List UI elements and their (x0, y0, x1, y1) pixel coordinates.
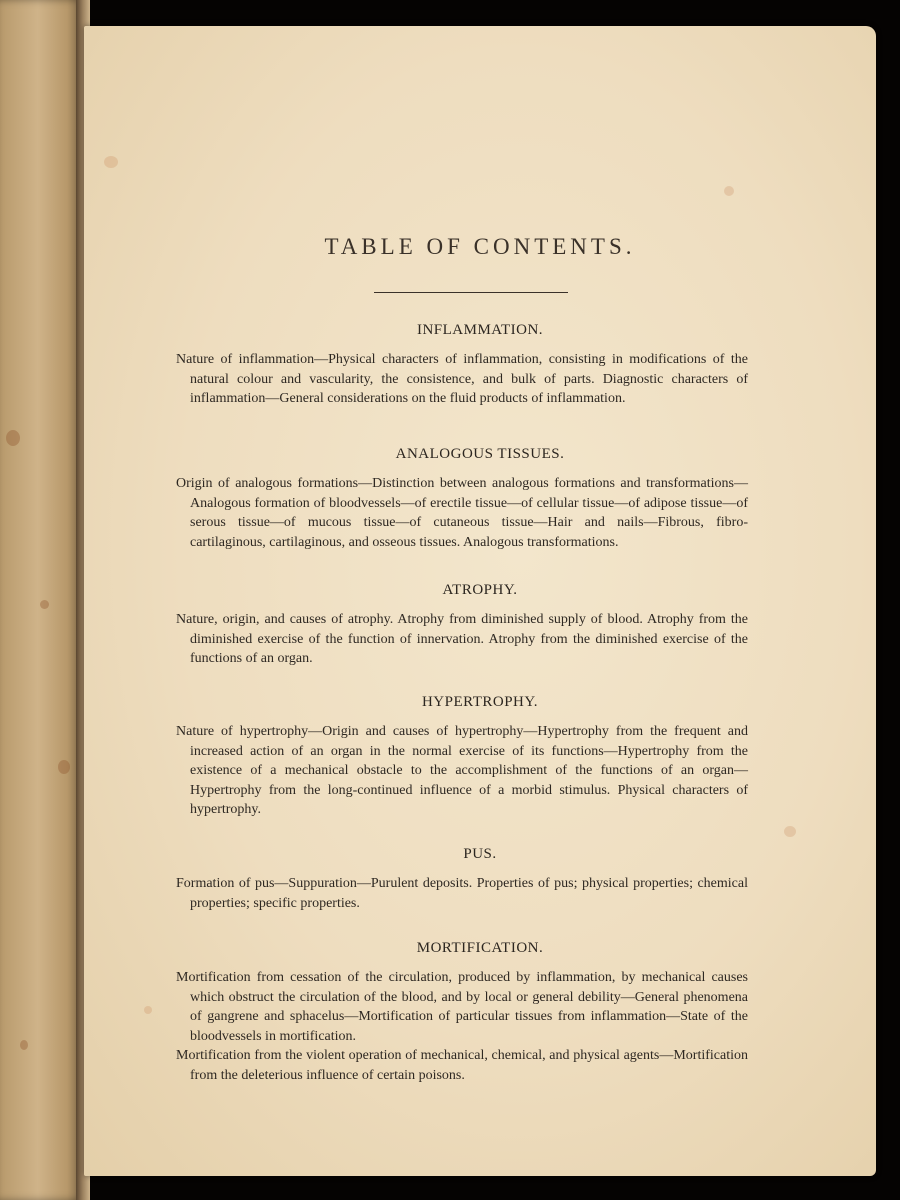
facing-page-edge (0, 0, 84, 1200)
section-paragraph: Nature of hypertrophy—Origin and causes of hypertrophy—Hypertrophy from the frequent and increased action of an organ in the normal exercise of its functions—Hypertrophy from the existence of a mechanical obstacle to the accomplishment of the functions of an organ—Hypertrophy from the long-continued influence of a morbid stimulus. Physical characters of hypertrophy. (176, 724, 748, 817)
stain-mark (58, 760, 70, 774)
section-heading: HYPERTROPHY. (421, 694, 539, 710)
foxing-spot (784, 826, 796, 837)
stain-mark (6, 430, 20, 446)
section-heading: ANALOGOUS TISSUES. (395, 446, 565, 462)
stain-mark (40, 600, 49, 609)
section-paragraph: Nature of inflammation—Physical characters of inflammation, consisting in modifications of the natural colour and vascularity, the consistence, and bulk of parts. Diagnostic characters of inflammation—General considerations on the fluid products of inflammation. (176, 352, 748, 406)
contents-page (84, 26, 876, 1176)
section-heading: INFLAMMATION. (416, 322, 544, 338)
foxing-spot (144, 1006, 152, 1014)
section-paragraph: Origin of analogous formations—Distinction between analogous formations and transformations—Analogous formation of bloodvessels—of erectile tissue—of cellular tissue—of adipose tissue—of serous tissue—of mucous tissue—of cutaneous tissue—Hair and nails—Fibrous, fibro-cartilaginous, cartilaginous, and osseous tissues. Analogous transformations. (176, 476, 748, 550)
section-heading: ATROPHY. (442, 582, 518, 598)
section-heading: PUS. (463, 846, 497, 862)
title-rule (374, 292, 568, 293)
section-paragraph: Mortification from cessation of the circulation, produced by inflammation, by mechanical causes which obstruct the circulation of the blood, and by local or general debility—General phenomena of gangrene and sphacelus—Mortification of particular tissues from inflammation—State of the bloodvessels in mortification. (176, 970, 748, 1044)
foxing-spot (104, 156, 118, 168)
foxing-spot (724, 186, 734, 196)
page-title: TABLE OF CONTENTS. (324, 234, 636, 259)
section-paragraph: Nature, origin, and causes of atrophy. Atrophy from diminished supply of blood. Atrophy from the diminished exercise of the function of innervation. Atrophy from the diminished exercise of the functions of an organ. (176, 612, 748, 666)
section-heading: MORTIFICATION. (416, 940, 544, 956)
section-paragraph: Formation of pus—Suppuration—Purulent deposits. Properties of pus; physical properties; chemical properties; specific properties. (176, 876, 748, 911)
section-paragraph: Mortification from the violent operation of mechanical, chemical, and physical agents—Mortification from the deleterious influence of certain poisons. (176, 1048, 748, 1083)
stain-mark (20, 1040, 28, 1050)
